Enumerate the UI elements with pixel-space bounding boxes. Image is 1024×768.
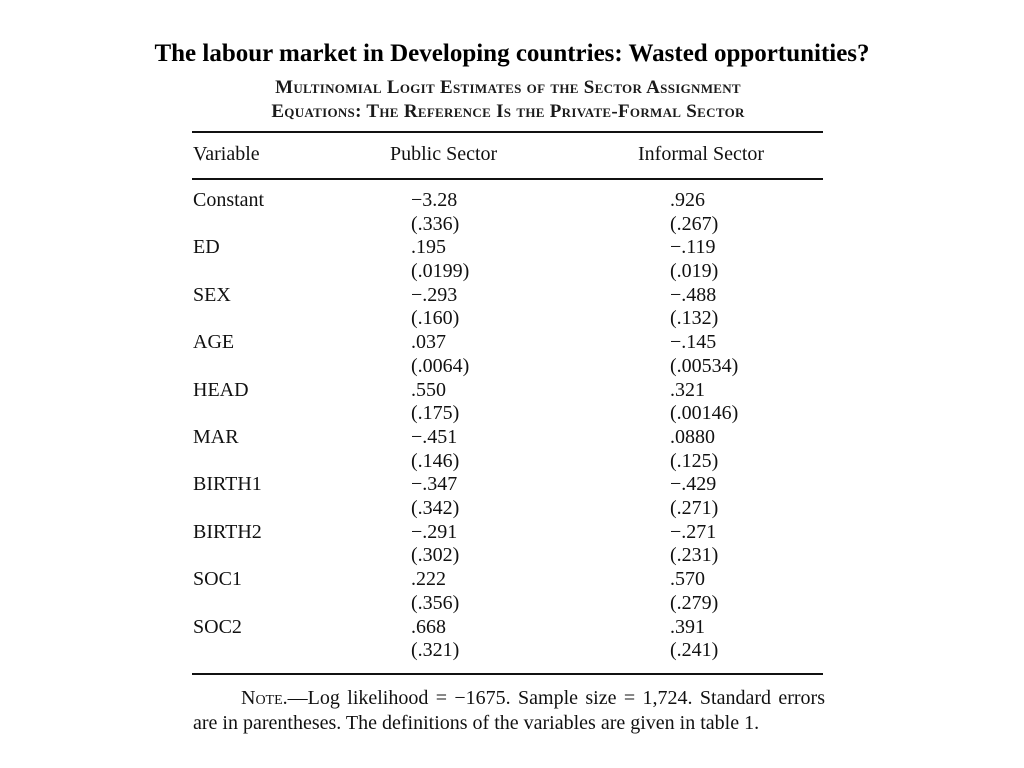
table-row (0, 473, 1024, 520)
table-row (0, 379, 1024, 426)
public-standard-error: (.0199) (411, 260, 470, 283)
informal-standard-error: (.125) (670, 449, 719, 472)
informal-coefficient: .926 (670, 189, 705, 211)
informal-coefficient: .570 (670, 568, 705, 591)
public-standard-error: (.356) (411, 591, 460, 614)
public-standard-error: (.146) (411, 449, 460, 472)
informal-standard-error: (.231) (670, 544, 719, 567)
public-standard-error: (.336) (411, 212, 460, 235)
informal-coefficient: −.429 (670, 473, 717, 496)
public-coefficient: −3.28 (411, 189, 458, 211)
informal-coefficient: −.119 (670, 236, 716, 259)
table-caption-line-2: Equations: The Reference Is the Private-Formal Sector (271, 101, 745, 122)
column-header-informal-sector: Informal Sector (638, 143, 765, 165)
table-row (0, 284, 1024, 331)
public-coefficient: −.293 (411, 283, 458, 306)
variable-name: AGE (193, 331, 235, 354)
table-row (0, 426, 1024, 473)
variable-name: BIRTH1 (193, 473, 262, 496)
table-header-row (0, 143, 1024, 169)
table-row (0, 616, 1024, 663)
table-row (0, 568, 1024, 615)
note-text: —Log likelihood = −1675. Sample size = 1,724. Standard errors are in parentheses. The definitions of the variables are given in table 1. (193, 687, 825, 734)
informal-standard-error: (.00534) (670, 354, 739, 377)
public-coefficient: .195 (411, 236, 446, 259)
table-row (0, 331, 1024, 378)
public-coefficient: .222 (411, 568, 446, 591)
informal-coefficient: .321 (670, 378, 705, 401)
variable-name: ED (193, 236, 220, 259)
public-standard-error: (.175) (411, 402, 460, 425)
informal-coefficient: −.488 (670, 283, 717, 306)
informal-coefficient: −.271 (670, 520, 717, 543)
public-coefficient: −.451 (411, 425, 458, 448)
table-top-rule (192, 131, 823, 133)
table-row (0, 236, 1024, 283)
public-standard-error: (.342) (411, 497, 460, 520)
public-coefficient: .668 (411, 615, 446, 638)
variable-name: SEX (193, 283, 231, 306)
table-header-rule (192, 178, 823, 180)
public-standard-error: (.302) (411, 544, 460, 567)
informal-standard-error: (.00146) (670, 402, 739, 425)
informal-standard-error: (.279) (670, 591, 719, 614)
table-row (0, 189, 1024, 236)
public-standard-error: (.160) (411, 307, 460, 330)
public-coefficient: −.291 (411, 520, 458, 543)
informal-standard-error: (.241) (670, 639, 719, 662)
informal-standard-error: (.267) (670, 212, 719, 235)
informal-standard-error: (.132) (670, 307, 719, 330)
public-standard-error: (.321) (411, 639, 460, 662)
informal-standard-error: (.271) (670, 497, 719, 520)
table-row (0, 521, 1024, 568)
informal-coefficient: −.145 (670, 331, 717, 354)
column-header-public-sector: Public Sector (390, 143, 498, 165)
variable-name: MAR (193, 425, 239, 448)
informal-coefficient: .391 (670, 615, 705, 638)
informal-coefficient: .0880 (670, 425, 715, 448)
table-caption (192, 76, 824, 124)
variable-name: HEAD (193, 378, 249, 401)
note-label: Note. (241, 687, 288, 709)
public-coefficient: −.347 (411, 473, 458, 496)
public-coefficient: .550 (411, 378, 446, 401)
slide-title: The labour market in Developing countries: Wasted opportunities? (154, 40, 870, 67)
table-body (0, 189, 1024, 663)
table-caption-line-1: Multinomial Logit Estimates of the Sector Assignment (275, 77, 741, 98)
variable-name: Constant (193, 189, 265, 211)
public-coefficient: .037 (411, 331, 446, 354)
table-bottom-rule (192, 673, 823, 675)
informal-standard-error: (.019) (670, 260, 719, 283)
table-note (193, 686, 825, 736)
variable-name: BIRTH2 (193, 520, 262, 543)
variable-name: SOC2 (193, 615, 242, 638)
column-header-variable: Variable (193, 143, 260, 165)
public-standard-error: (.0064) (411, 354, 470, 377)
variable-name: SOC1 (193, 568, 242, 591)
